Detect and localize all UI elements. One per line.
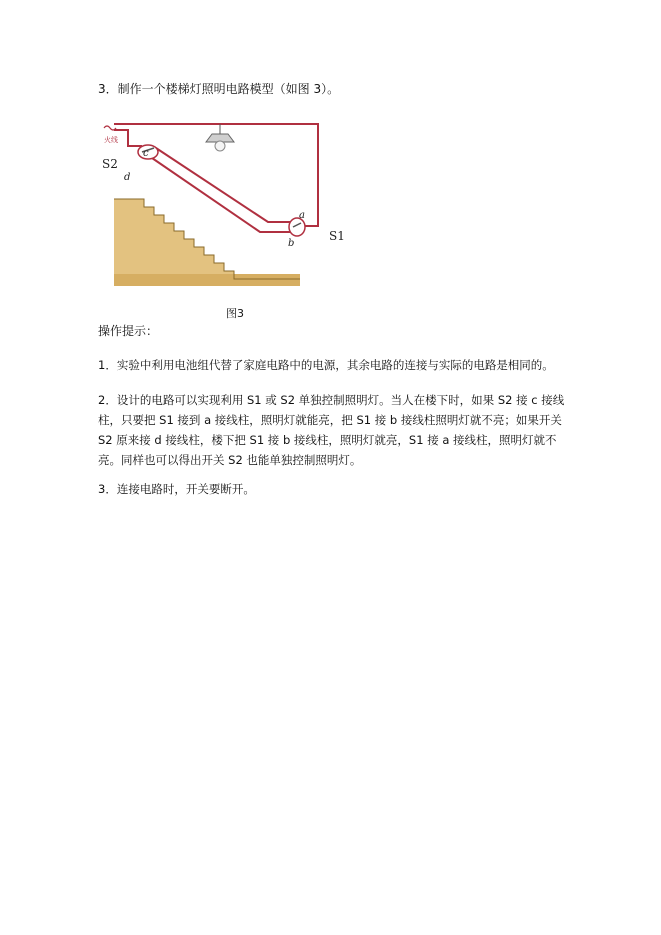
staircase-circuit-figure <box>100 114 345 292</box>
live-wire-symbol <box>104 126 116 130</box>
tips-title: 操作提示： <box>98 324 159 338</box>
tip-item-3: 3．连接电路时，开关要断开。 <box>98 482 255 496</box>
label-a: a <box>299 210 305 221</box>
label-s1: S1 <box>329 229 345 243</box>
ceiling-lamp <box>206 124 234 151</box>
label-fire-wire: 火线 <box>104 136 118 144</box>
tip-item-2: 2．设计的电路可以实现利用 S1 或 S2 单独控制照明灯。当人在楼下时，如果 S2 接 c 接线柱，只要把 S1 接到 a 接线柱，照明灯就能亮，把 S1 接 b 接线柱照明灯就不亮；如果开关 S2 原来接 d 接线柱，楼下把 S1 接 b 接线柱，照明灯就亮，S1 接 a 接线柱，照明灯就不亮。同样也可以得出开关 S2 也能单独控制照明灯。 <box>98 393 565 467</box>
section-heading: 3．制作一个楼梯灯照明电路模型（如图 3）。 <box>98 82 340 96</box>
staircase-shade <box>114 274 300 286</box>
label-b: b <box>288 238 295 249</box>
tip-item-1: 1．实验中利用电池组代替了家庭电路中的电源，其余电路的连接与实际的电路是相同的。 <box>98 358 554 372</box>
label-c: c <box>143 148 149 159</box>
staircase <box>114 199 300 286</box>
label-d: d <box>124 172 131 183</box>
label-s2: S2 <box>102 157 118 171</box>
figure-caption: 图3 <box>226 307 244 320</box>
